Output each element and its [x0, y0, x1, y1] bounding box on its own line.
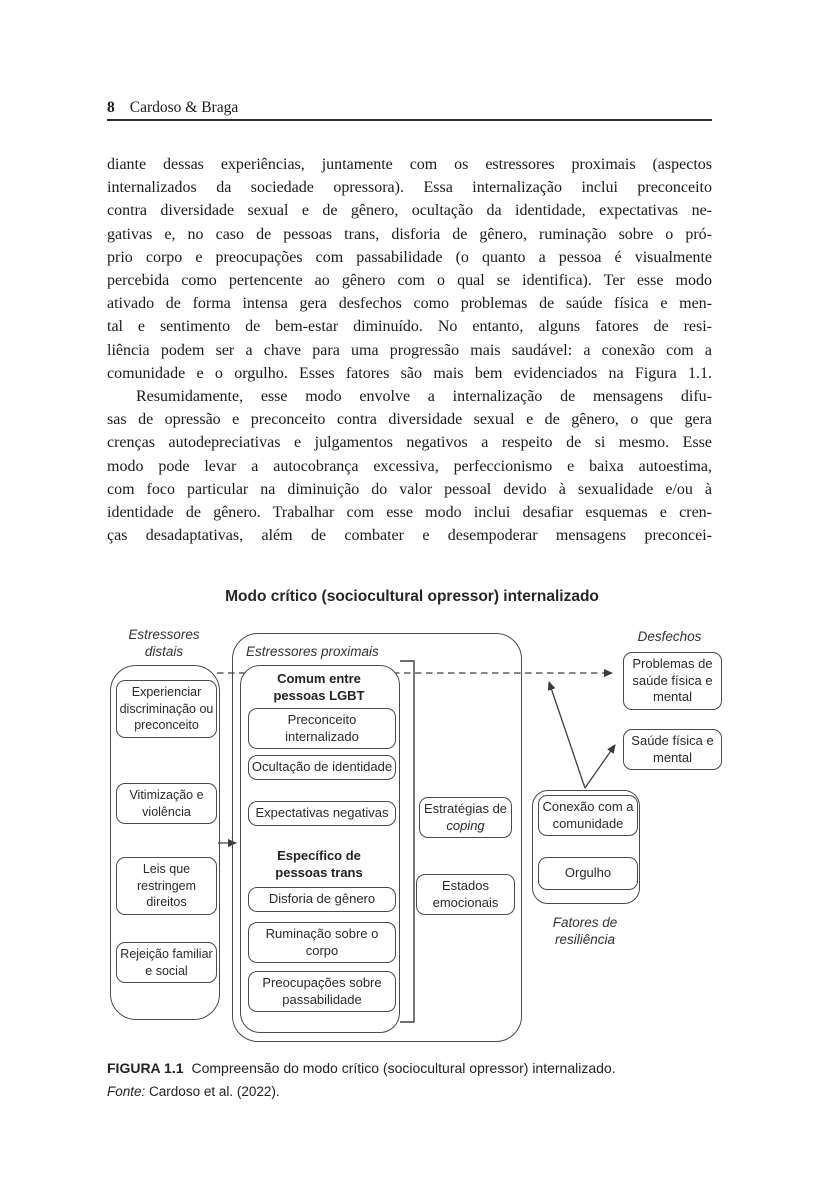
box-community-connection: Conexão com a comunidade: [538, 795, 638, 836]
figure-diagram: [107, 618, 717, 1052]
paragraph-1: [107, 153, 712, 385]
text-line: liência podem ser a chave para uma progressão mais saudável: a conexão com a: [107, 341, 712, 359]
box-body-rumination: Ruminação sobre o corpo: [248, 922, 396, 963]
page-number: 8: [107, 99, 115, 116]
coping-strategies-italic: coping: [446, 817, 485, 833]
figure-title: Modo crítico (sociocultural opressor) internalizado: [225, 588, 599, 605]
text-line: percebida como pertencente ao gênero com o qual se identifica). Ter esse modo: [107, 272, 712, 290]
box-coping-strategies: [419, 797, 512, 838]
box-emotional-states: Estados emocionais: [416, 874, 515, 915]
box-pride: Orgulho: [538, 857, 638, 890]
body-text: [107, 153, 712, 547]
text-line: sas de opressão e preconceito contra diversidade sexual e de gênero, o que gera: [107, 411, 712, 429]
arrow-resilience-to-dashed-line: [549, 682, 585, 788]
caption-figure-text: Compreensão do modo crítico (sociocultural opressor) internalizado.: [191, 1060, 616, 1076]
box-negative-expectations: Expectativas negativas: [248, 801, 396, 826]
label-proximal-stressors: Estressores proximais: [246, 644, 379, 659]
text-line: prio corpo e preocupações com passabilidade (o quanto a pessoa é visualmente: [107, 248, 712, 266]
box-internalized-prejudice: Preconceito internalizado: [248, 708, 396, 749]
box-restrictive-laws: Leis que restringem direitos: [116, 857, 217, 915]
text-line: contra diversidade sexual e de gênero, ocultação da identidade, expectativas ne-: [107, 202, 712, 220]
figure-caption: [107, 1057, 712, 1103]
box-discrimination: Experienciar discriminação ou preconceito: [116, 680, 217, 738]
box-rejection: Rejeição familiar e social: [116, 942, 217, 983]
caption-source-text: Cardoso et al. (2022).: [149, 1084, 280, 1099]
text-line: ças desadaptativas, além de combater e desempoderar mensagens preconcei-: [107, 527, 712, 545]
caption-source: [107, 1080, 712, 1103]
caption-figure-label: FIGURA 1.1: [107, 1060, 184, 1076]
box-identity-concealment: Ocultação de identidade: [248, 755, 396, 780]
text-line: com foco particular na diminuição do valor pessoal devido à sexualidade e/ou à: [107, 480, 712, 498]
box-health-problems: Problemas de saúde física e mental: [623, 652, 722, 710]
header-common-lgbt: Comum entre pessoas LGBT: [273, 671, 365, 703]
box-victimization: Vitimização e violência: [116, 783, 217, 824]
text-line: modo pode levar a autocobrança excessiva, perfeccionismo e baixa autoestima,: [107, 457, 712, 475]
coping-strategies-text: Estratégias de: [423, 801, 508, 816]
label-distal-stressors: Estressores distais: [128, 627, 200, 659]
text-line: comunidade e o orgulho. Esses fatores são mais bem evidenciados na Figura 1.1.: [107, 364, 712, 382]
text-line: Resumidamente, esse modo envolve a internalização de mensagens difu-: [136, 388, 712, 406]
text-line: internalizados da sociedade opressora). Essa internalização inclui preconceito: [107, 179, 712, 197]
header-rule: [107, 119, 712, 121]
text-line: diante dessas experiências, juntamente com os estressores proximais (aspectos: [107, 156, 712, 173]
box-gender-dysphoria: Disforia de gênero: [248, 887, 396, 912]
header-trans-specific: Específico de pessoas trans: [275, 848, 363, 880]
box-passing-concerns: Preocupações sobre passabilidade: [248, 971, 396, 1012]
running-title: Cardoso & Braga: [129, 99, 239, 116]
text-line: identidade de gênero. Trabalhar com esse modo inclui desafiar esquemas e cren-: [107, 504, 712, 522]
paragraph-2: [107, 385, 712, 547]
running-head: [107, 99, 712, 117]
label-resilience-factors: Fatores de resiliência: [552, 915, 618, 947]
caption-source-label: Fonte:: [107, 1084, 146, 1099]
caption-line: [107, 1057, 712, 1080]
text-line: ativado de forma intensa gera desfechos como problemas de saúde física e men-: [107, 295, 712, 313]
arrow-resilience-to-health: [585, 745, 615, 788]
label-outcomes: Desfechos: [637, 629, 702, 644]
text-line: gativas e, no caso de pessoas trans, disforia de gênero, ruminação sobre o pró-: [107, 225, 712, 243]
text-line: tal e sentimento de bem-estar diminuído. No entanto, alguns fatores de resi-: [107, 318, 712, 336]
text-line: crenças autodepreciativas e julgamentos negativos a respeito de si mesmo. Esse: [107, 434, 712, 452]
box-physical-mental-health: Saúde física e mental: [623, 729, 722, 770]
